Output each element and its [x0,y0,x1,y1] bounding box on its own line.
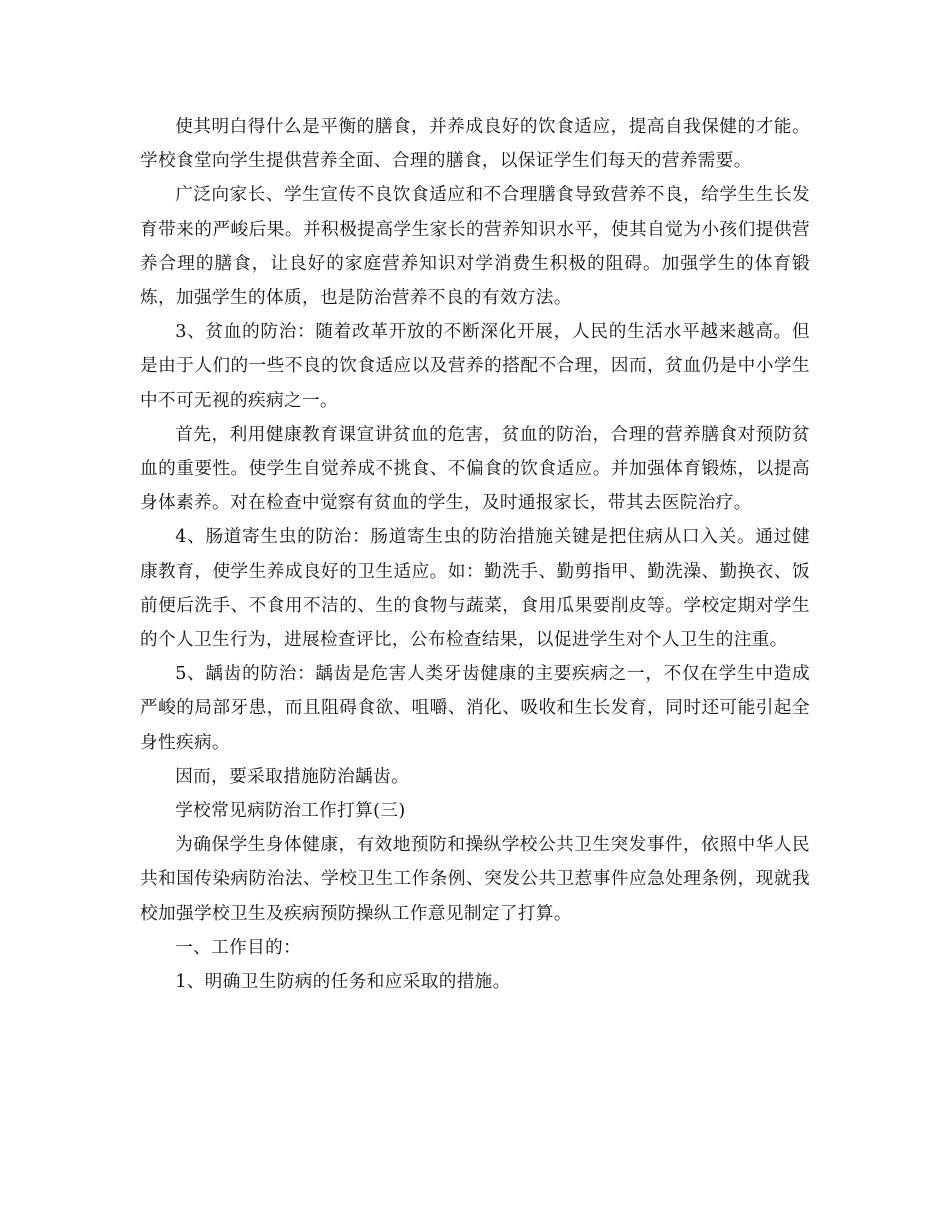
paragraph-anemia-prevention: 3、贫血的防治：随着改革开放的不断深化开展，人民的生活水平越来越高。但是由于人们的一些不良的饮食适应以及营养的搭配不合理，因而，贫血仍是中小学生中不可无视的疾病之一。 [140,322,810,411]
document-page [140,110,810,999]
paragraph-plan-intro: 为确保学生身体健康，有效地预防和操纵学校公共卫生突发事件，依照中华人民共和国传染病防治法、学校卫生工作条例、突发公共卫惹事件应急处理条例，现就我校加强学校卫生及疾病预防操纵工作意见制定了打算。 [140,835,810,924]
paragraph-balanced-diet: 使其明白得什么是平衡的膳食，并养成良好的饮食适应，提高自我保健的才能。学校食堂向学生提供营养全面、合理的膳食，以保证学生们每天的营养需要。 [140,117,810,172]
paragraph-parent-education: 广泛向家长、学生宣传不良饮食适应和不合理膳食导致营养不良，给学生生长发育带来的严峻后果。并积极提高学生家长的营养知识水平，使其自觉为小孩们提供营养合理的膳食，让良好的家庭营养知识对学消费生积极的阻碍。加强学生的体育锻炼，加强学生的体质，也是防治营养不良的有效方法。 [140,185,810,309]
paragraph-caries-measures: 因而，要采取措施防治龋齿。 [175,766,410,787]
paragraph-parasite-prevention: 4、肠道寄生虫的防治：肠道寄生虫的防治措施关键是把住病从口入关。通过健康教育，使学生养成良好的卫生适应。如：勤洗手、勤剪指甲、勤洗澡、勤换衣、饭前便后洗手、不食用不洁的、生的食物与蔬菜，食用瓜果要削皮等。学校定期对学生的个人卫生行为，进展检查评比，公布检查结果，以促进学生对个人卫生的注重。 [140,527,810,651]
paragraph-caries-prevention: 5、龋齿的防治：龋齿是危害人类牙齿健康的主要疾病之一，不仅在学生中造成严峻的局部牙患，而且阻碍食欲、咀嚼、消化、吸收和生长发育，同时还可能引起全身性疾病。 [140,664,810,753]
list-item-purpose-1: 1、明确卫生防病的任务和应采取的措施。 [175,972,511,993]
heading-work-purpose: 一、工作目的： [175,937,302,958]
paragraph-anemia-measures: 首先，利用健康教育课宣讲贫血的危害，贫血的防治，合理的营养膳食对预防贫血的重要性。使学生自觉养成不挑食、不偏食的饮食适应。并加强体育锻炼，以提高身体素养。对在检查中觉察有贫血的学生，及时通报家长，带其去医院治疗。 [140,424,810,514]
section-heading-plan-three: 学校常见病防治工作打算(三) [175,801,406,822]
